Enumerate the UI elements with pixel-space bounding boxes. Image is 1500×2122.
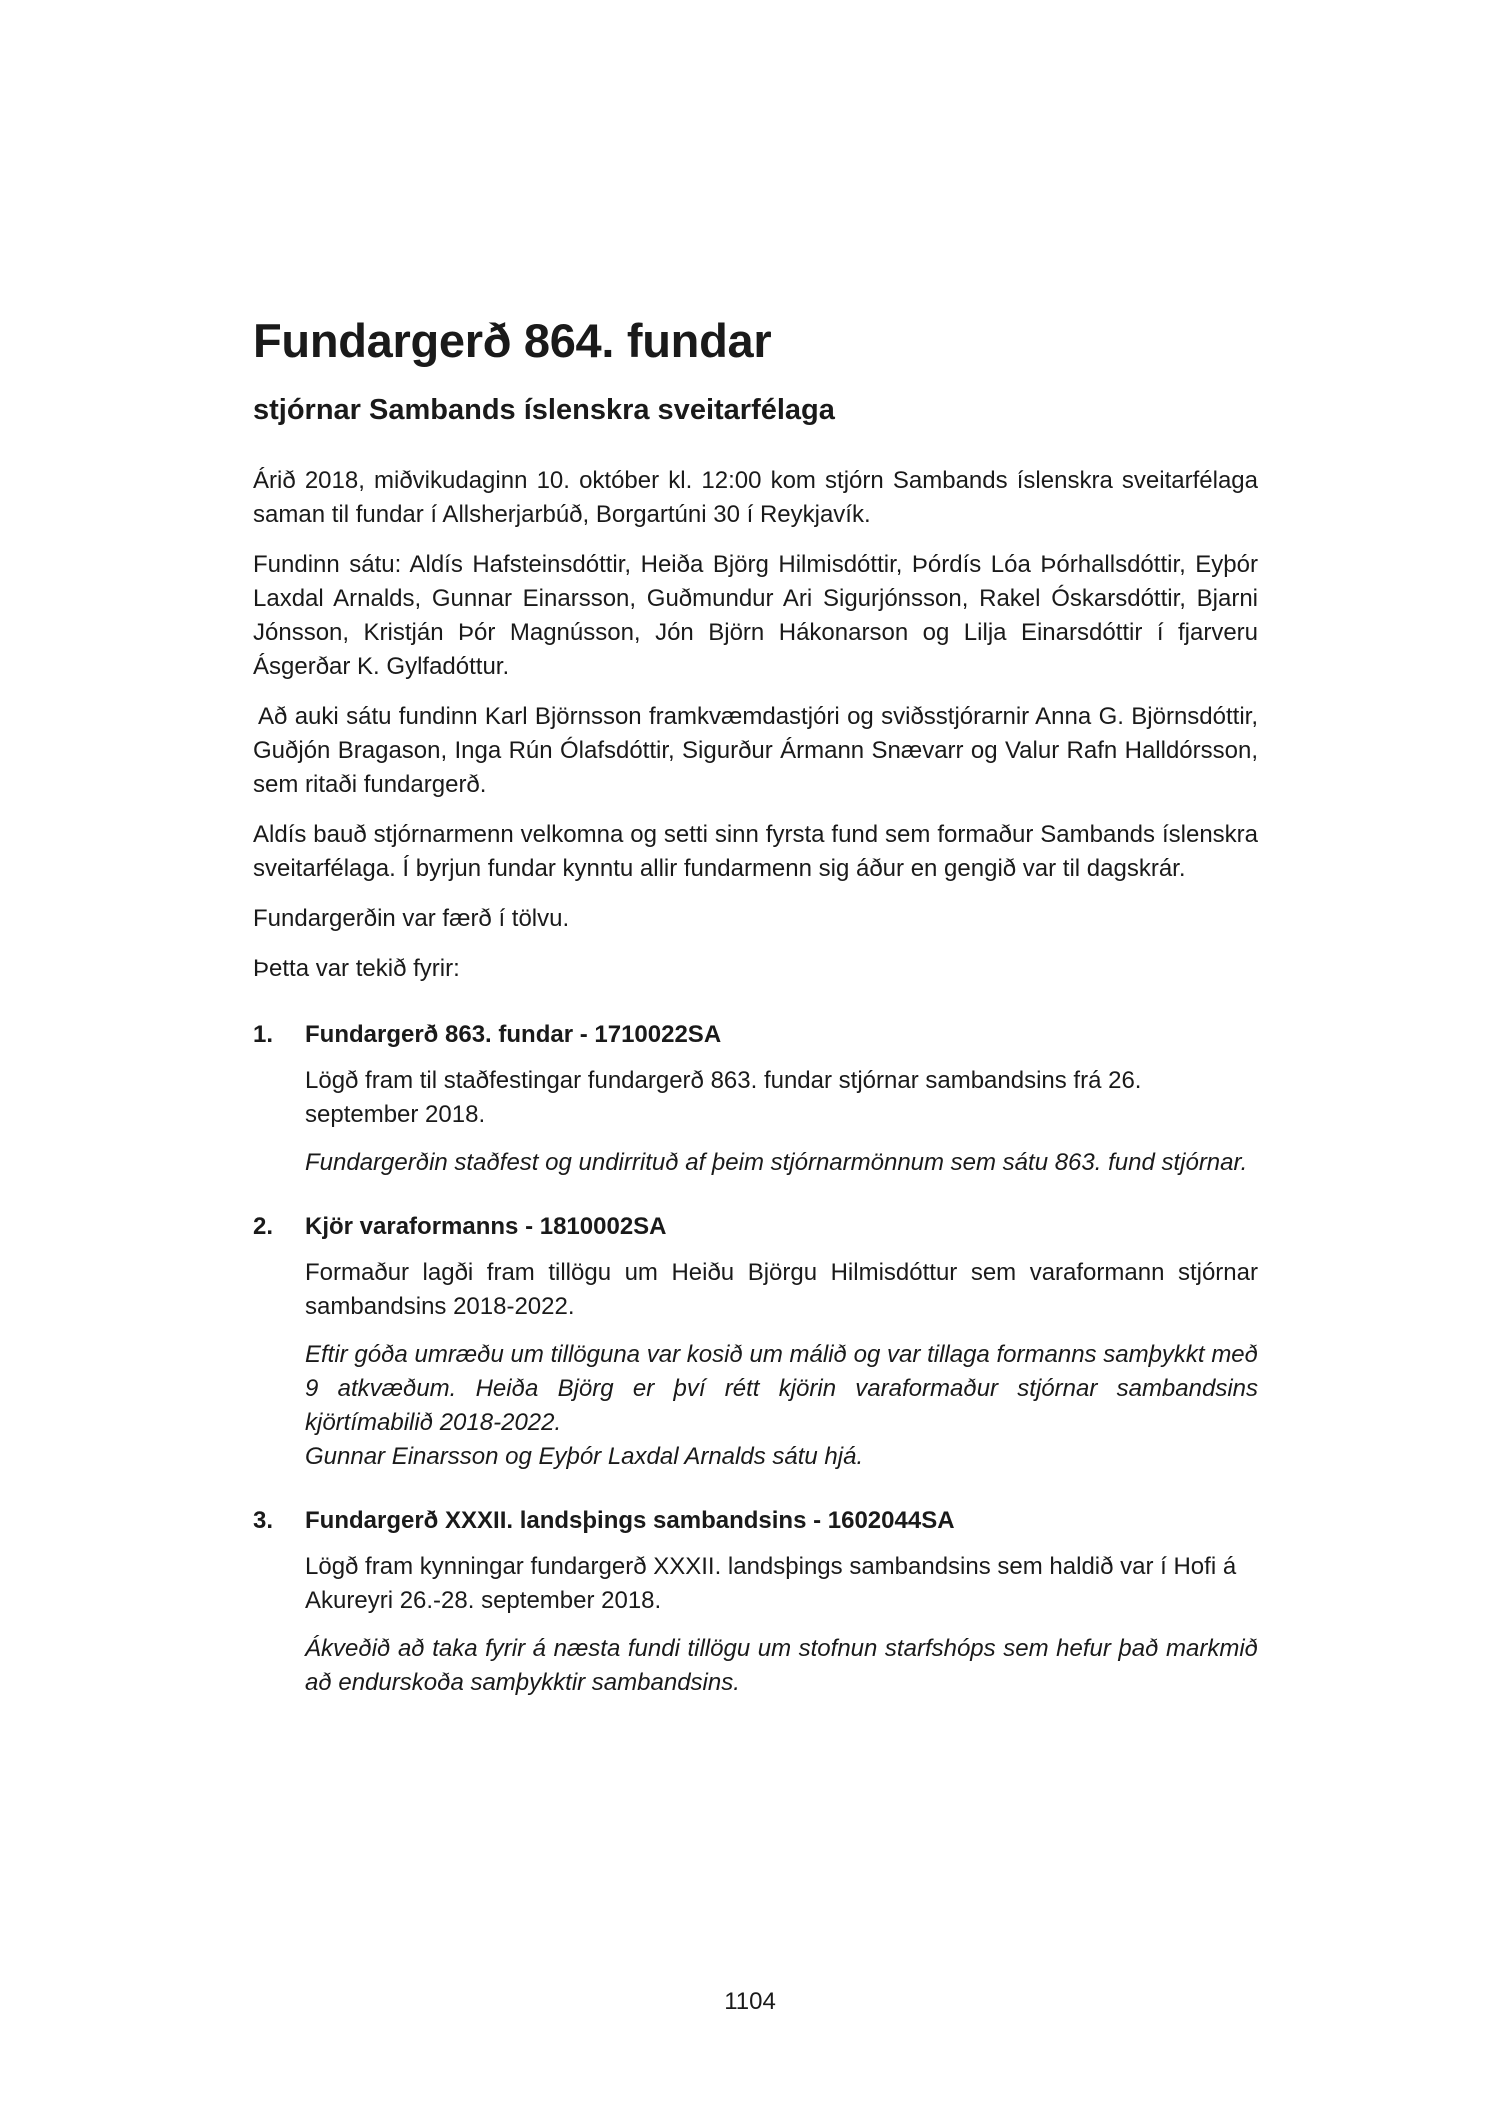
page-number: 1104: [724, 1988, 776, 2015]
welcome-paragraph: Aldís bauð stjórnarmenn velkomna og setti sinn fyrsta fund sem formaður Sambands íslenskra sveitarfélaga. Í byrjun fundar kynntu allir fundarmenn sig áður en gengið var til dagskrár.: [253, 821, 1258, 882]
document-page: [253, 312, 1258, 1730]
agenda-item-heading: [253, 1018, 1258, 1052]
agenda-item-body: [305, 1256, 1258, 1474]
agenda-item-title: Kjör varaformanns - 1810002SA: [305, 1213, 667, 1240]
document-title: Fundargerð 864. fundar: [253, 314, 772, 367]
agenda-list: [253, 1018, 1258, 1700]
intro-paragraph: Árið 2018, miðvikudaginn 10. október kl. 12:00 kom stjórn Sambands íslenskra sveitarfélaga saman til fundar í Allsherjarbúð, Borgartúni 30 í Reykjavík.: [253, 467, 1258, 528]
agenda-item-resolution: Ákveðið að taka fyrir á næsta fundi tillögu um stofnun starfshóps sem hefur það markmið að endurskoða samþykktir sambandsins.: [305, 1635, 1258, 1696]
agenda-item-resolution: [305, 1338, 1258, 1474]
agenda-item-heading: [253, 1210, 1258, 1244]
staff-paragraph: Að auki sátu fundinn Karl Björnsson framkvæmdastjóri og sviðsstjórarnir Anna G. Björnsdóttir, Guðjón Bragason, Inga Rún Ólafsdóttir, Sigurður Ármann Snævarr og Valur Rafn Halldórsson, sem ritaði fundargerð.: [253, 703, 1258, 798]
document-subtitle: stjórnar Sambands íslenskra sveitarfélaga: [253, 394, 835, 426]
agenda-item-body: [305, 1550, 1258, 1700]
attendees-paragraph: Fundinn sátu: Aldís Hafsteinsdóttir, Heiða Björg Hilmisdóttir, Þórdís Lóa Þórhallsdóttir, Eyþór Laxdal Arnalds, Gunnar Einarsson, Guðmundur Ari Sigurjónsson, Rakel Óskarsdóttir, Bjarni Jónsson, Kristján Þór Magnússon, Jón Björn Hákonarson og Lilja Einarsdóttir í fjarveru Ásgerðar K. Gylfadóttur.: [253, 551, 1258, 680]
agenda-item-title: Fundargerð 863. fundar - 1710022SA: [305, 1021, 722, 1048]
agenda-item: [253, 1210, 1258, 1474]
agenda-item: [253, 1018, 1258, 1180]
agenda-item-number: 3.: [253, 1507, 274, 1534]
agenda-item-text: Lögð fram kynningar fundargerð XXXII. landsþings sambandsins sem haldið var í Hofi á Akureyri 26.-28. september 2018.: [305, 1553, 1237, 1614]
agenda-item-text: Formaður lagði fram tillögu um Heiðu Björgu Hilmisdóttur sem varaformann stjórnar sambandsins 2018-2022.: [305, 1259, 1258, 1320]
resolution-main: Eftir góða umræðu um tillöguna var kosið um málið og var tillaga formanns samþykkt með 9 atkvæðum. Heiða Björg er því rétt kjörin varaformaður stjórnar sambandsins kjörtímabilið 2018-2022.: [305, 1341, 1258, 1436]
agenda-intro: Þetta var tekið fyrir:: [253, 955, 460, 982]
agenda-item-number: 2.: [253, 1213, 274, 1240]
agenda-item-heading: [253, 1504, 1258, 1538]
resolution-abstentions: Gunnar Einarsson og Eyþór Laxdal Arnalds sátu hjá.: [305, 1443, 864, 1470]
minutes-note: Fundargerðin var færð í tölvu.: [253, 905, 570, 932]
agenda-item: [253, 1504, 1258, 1700]
agenda-item-body: [305, 1064, 1258, 1180]
agenda-item-title: Fundargerð XXXII. landsþings sambandsins - 1602044SA: [305, 1507, 955, 1534]
agenda-item-number: 1.: [253, 1021, 274, 1048]
agenda-item-text: Lögð fram til staðfestingar fundargerð 863. fundar stjórnar sambandsins frá 26. september 2018.: [305, 1067, 1142, 1128]
agenda-item-resolution: Fundargerðin staðfest og undirrituð af þeim stjórnarmönnum sem sátu 863. fund stjórnar.: [305, 1149, 1248, 1176]
